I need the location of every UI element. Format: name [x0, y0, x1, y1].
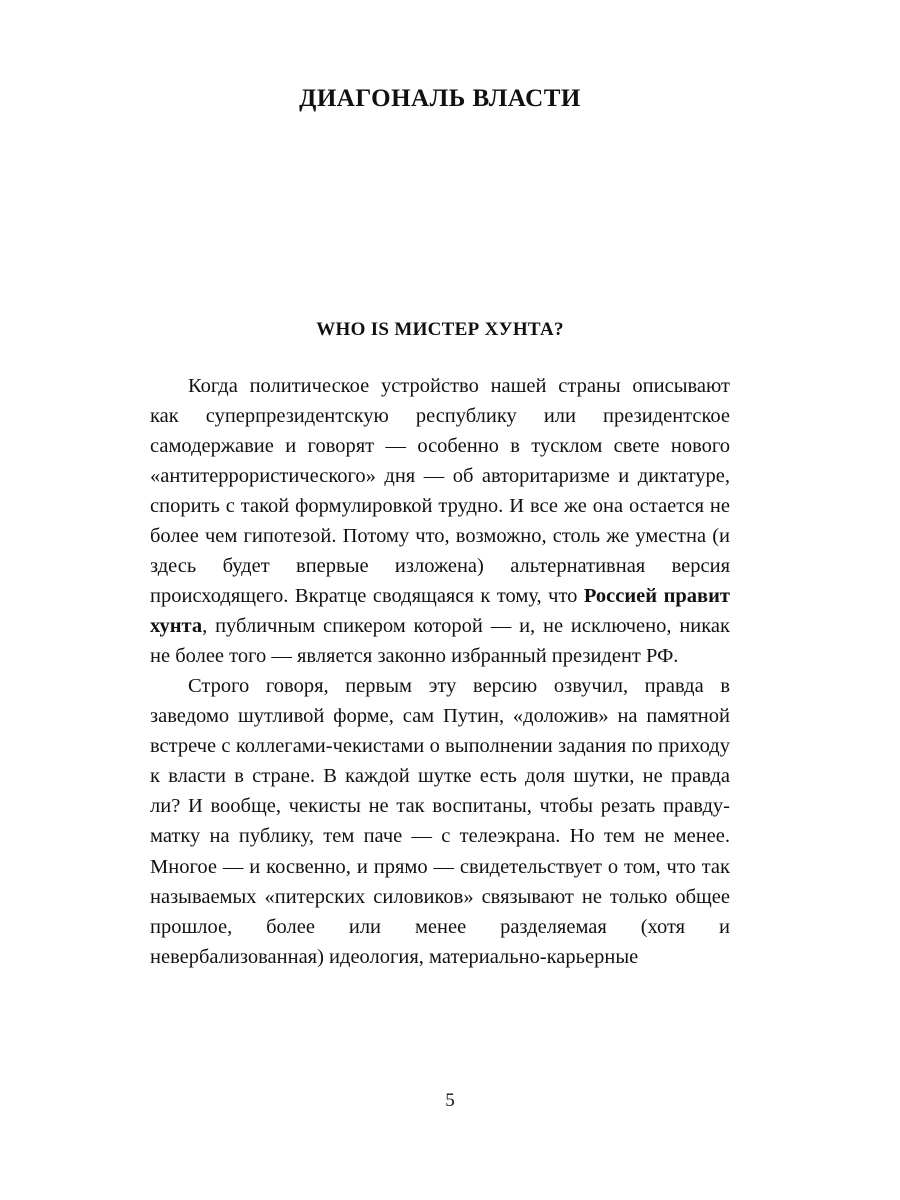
page-number: 5 — [445, 1090, 455, 1111]
paragraph-1-run-3: , публичным спикером которой — и, не исключено, никак не более того — является законно избранный президент РФ. — [150, 615, 730, 668]
paragraph-1 — [150, 371, 730, 671]
page-content — [150, 0, 730, 972]
section-title: WHO IS МИСТЕР ХУНТА? — [316, 319, 564, 340]
body-text — [150, 371, 730, 972]
paragraph-2 — [150, 671, 730, 971]
paragraph-2-run-1: Строго говоря, первым эту версию озвучил, правда в заведомо шутливой форме, сам Путин, «доложив» на памятной встрече с коллегами-чекистами о выполнении задания по приходу к власти в стране. В каждой шутке есть доля шутки, не правда ли? И вообще, чекисты не так воспитаны, чтобы резать правду-матку на публику, тем паче — с телеэкрана. Но тем не менее. Многое — и косвенно, и прямо — свидетельствует о том, что так называемых «питерских силовиков» связывают не только общее прошлое, более или менее разделяемая (хотя и невербализованная) идеология, материально-карьерные — [150, 675, 730, 968]
paragraph-1-run-1: Когда политическое устройство нашей страны описывают как суперпрезидентскую республику или президентское самодержавие и говорят — особенно в тусклом свете нового «антитеррористического» дня — об авторитаризме и диктатуре, спорить с такой формулировкой трудно. И все же она остается не более чем гипотезой. Потому что, возможно, столь же уместна (и здесь будет впервые изложена) альтернативная версия происходящего. Вкратце сводящаяся к тому, что — [150, 375, 730, 608]
paragraph-1-run-2-bold: Россией правит хунта — [150, 585, 730, 638]
chapter-title: ДИАГОНАЛЬ ВЛАСТИ — [299, 85, 581, 112]
